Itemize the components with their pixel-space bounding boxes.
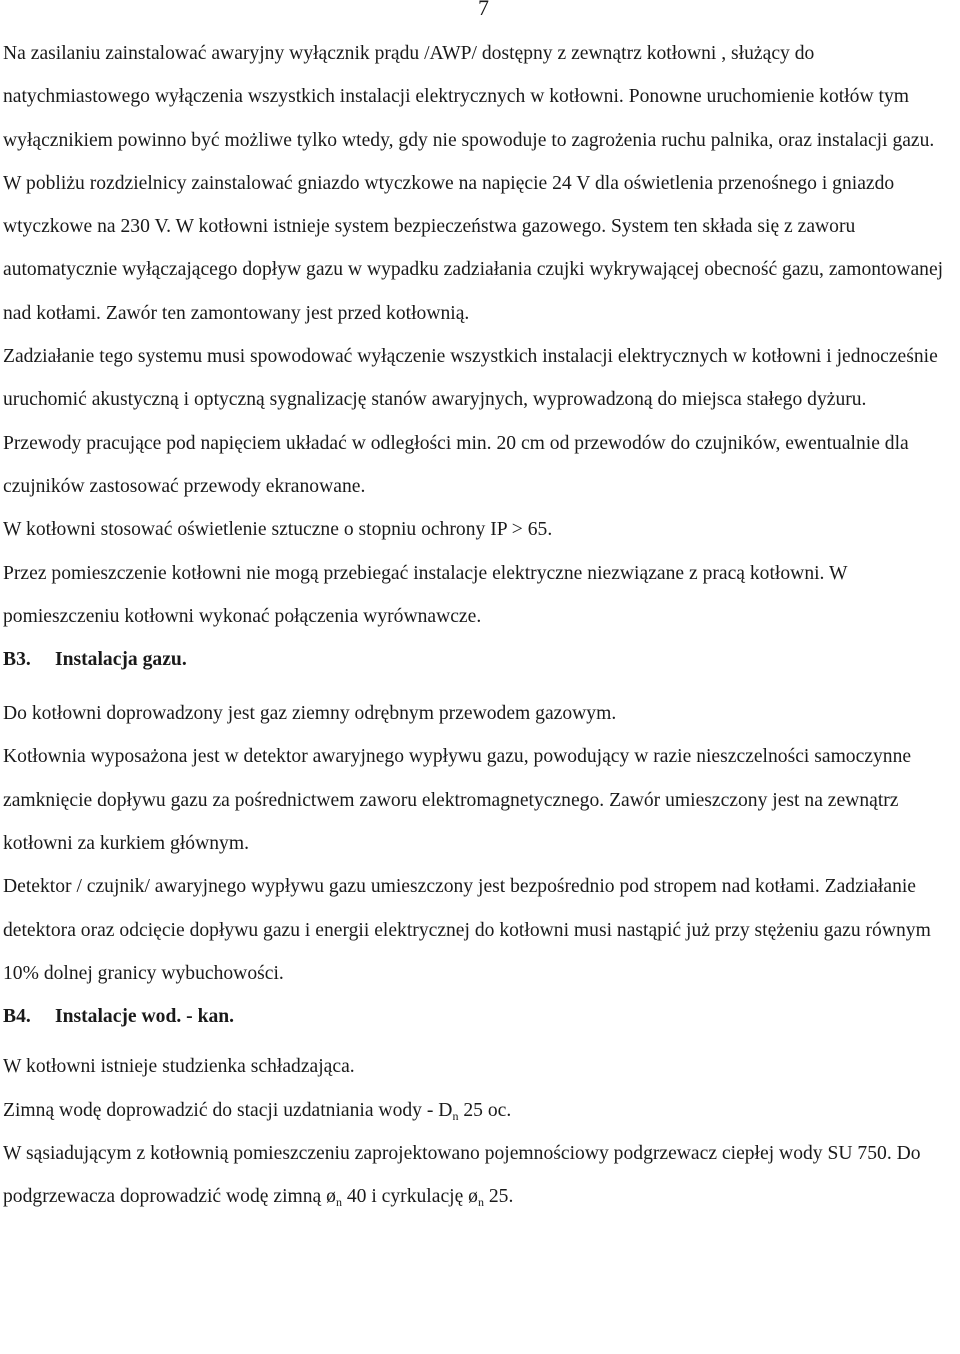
paragraph-equipotential: Przez pomieszczenie kotłowni nie mogą przebiegać instalacje elektryczne niezwiązane z pracą kotłowni. W pomieszczeniu kotłowni wykonać połączenia wyrównawcze.	[3, 562, 848, 627]
paragraph-gas-detector: Kotłownia wyposażona jest w detektor awaryjnego wypływu gazu, powodujący w razie nieszczelności samoczynne zamknięcie dopływu gazu za pośrednictwem zaworu elektromagnetycznego. Zawór umieszczony jest na zewnątrz kotłowni za kurkiem głównym.	[3, 746, 912, 855]
paragraph-cold-water: Zimną wodę doprowadzić do stacji uzdatniania wody - $D_n$ 25 oc.	[3, 1099, 512, 1123]
section-title-b3: Instalacja gazu.	[55, 649, 187, 671]
paragraph-detector-location: Detektor / czujnik/ awaryjnego wypływu gazu umieszczony jest bezpośrednio pod stropem nad kotłami. Zadziałanie detektora oraz odcięcie dopływu gazu i energii elektrycznej do kotłowni musi nastąpić już przy stężeniu gazu równym 10% dolnej granicy wybuchowości.	[3, 876, 931, 984]
section-heading-b3	[3, 638, 958, 682]
section-number-b4: B4.	[3, 1006, 31, 1028]
section-title-b4: Instalacje wod. - kan.	[55, 1006, 235, 1028]
paragraph-cable-routing: Przewody pracujące pod napięciem układać w odległości min. 20 cm od przewodów do czujników, ewentualnie dla czujników zastosować przewody ekranowane.	[3, 432, 909, 497]
section-number-b3: B3.	[3, 649, 31, 671]
paragraph-lighting: W kotłowni stosować oświetlenie sztuczne o stopniu ochrony IP > 65.	[3, 519, 553, 541]
paragraph-sockets-gas-safety: W pobliżu rozdzielnicy zainstalować gniazdo wtyczkowe na napięcie 24 V dla oświetlenia przenośnego i gniazdo wtyczkowe na 230 V. W kotłowni istnieje system bezpieczeństwa gazowego. System ten składa się z zaworu automatycznie wyłączającego dopływ gazu w wypadku zadziałania czujki wykrywającej obecność gazu, zamontowanej nad kotłami. Zawór ten zamontowany jest przed kotłownią.	[3, 172, 944, 324]
document-body	[3, 32, 958, 1218]
paragraph-cooling-well: W kotłowni istnieje studzienka schładzająca.	[3, 1056, 355, 1078]
paragraph-emergency-switch: Na zasilaniu zainstalować awaryjny wyłącznik prądu /AWP/ dostępny z zewnątrz kotłowni , służący do natychmiastowego wyłączenia wszystkich instalacji elektrycznych w kotłowni. Ponowne uruchomienie kotłów tym wyłącznikiem powinno być możliwe tylko wtedy, gdy nie spowoduje to zagrożenia ruchu palnika, oraz instalacji gazu.	[3, 43, 935, 151]
section-heading-b4	[3, 995, 958, 1039]
page-number: 7	[478, 0, 489, 20]
paragraph-water-heater: W sąsiadującym z kotłownią pomieszczeniu zaprojektowano pojemnościowy podgrzewacz ciepłej wody SU 750. Do podgrzewacza doprowadzić wodę zimną $ø_n$ 40 i cyrkulację $ø_n$ 25.	[3, 1142, 921, 1210]
paragraph-gas-supply: Do kotłowni doprowadzony jest gaz ziemny odrębnym przewodem gazowym.	[3, 703, 617, 725]
paragraph-system-activation: Zadziałanie tego systemu musi spowodować wyłączenie wszystkich instalacji elektrycznych w kotłowni i jednocześnie uruchomić akustyczną i optyczną sygnalizację stanów awaryjnych, wyprowadzoną do miejsca stałego dyżuru.	[3, 346, 938, 411]
